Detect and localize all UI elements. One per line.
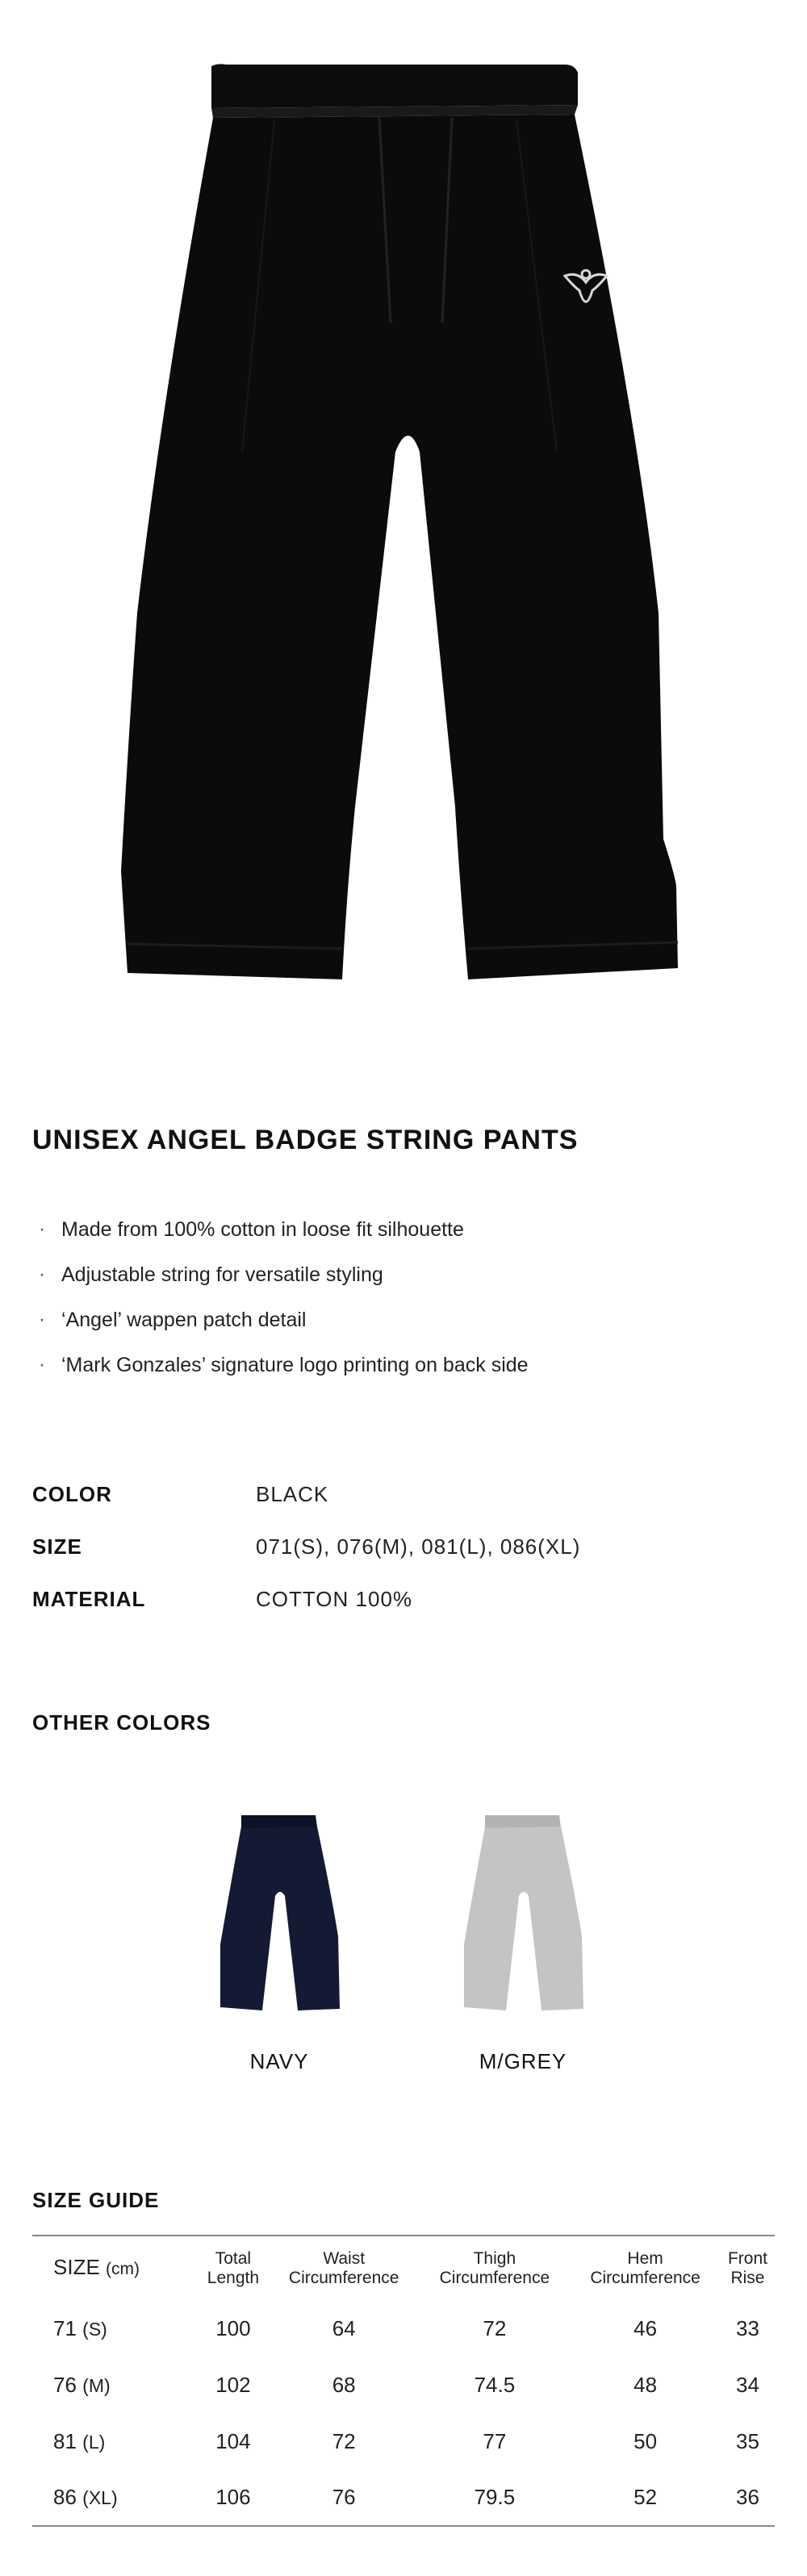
- bullet-icon: ·: [39, 1309, 45, 1330]
- spec-row-color: [32, 1468, 580, 1521]
- product-image: [0, 0, 807, 1049]
- spec-table: [32, 1468, 580, 1626]
- navy-pants-thumbnail: [211, 1799, 348, 2025]
- table-row: 86 (XL) 106 76 79.5 52 36: [53, 2485, 759, 2509]
- header-size: SIZE (cm): [53, 2255, 140, 2279]
- header-thigh: Thigh Circumference: [439, 2248, 550, 2287]
- header-waist: Waist Circumference: [288, 2248, 399, 2287]
- spec-value: BLACK: [256, 1482, 329, 1506]
- spec-label: COLOR: [32, 1482, 112, 1506]
- feature-list: [32, 1207, 529, 1388]
- size-guide-title: SIZE GUIDE: [32, 2188, 160, 2212]
- table-row: 71 (S) 100 64 72 46 33: [53, 2315, 759, 2340]
- feature-item: · Adjustable string for versatile styling: [32, 1252, 529, 1297]
- spec-row-material: [32, 1573, 580, 1626]
- table-row: 81 (L) 104 72 77 50 35: [53, 2428, 759, 2453]
- feature-item: · ‘Angel’ wappen patch detail: [32, 1297, 529, 1342]
- size-guide-table: [32, 2235, 775, 2527]
- other-color-navy[interactable]: [199, 1799, 360, 2025]
- bullet-icon: ·: [39, 1263, 45, 1285]
- table-row: 76 (M) 102 68 74.5 48 34: [53, 2372, 759, 2397]
- bullet-icon: ·: [39, 1354, 45, 1376]
- other-colors-title: OTHER COLORS: [32, 1710, 211, 1735]
- header-hem: Hem Circumference: [590, 2248, 700, 2287]
- bullet-icon: ·: [39, 1218, 45, 1240]
- spec-row-size: [32, 1521, 580, 1573]
- feature-item: · Made from 100% cotton in loose fit silhouette: [32, 1207, 529, 1252]
- other-color-label[interactable]: NAVY: [249, 2049, 309, 2073]
- header-front-rise: Front Rise: [727, 2248, 767, 2287]
- spec-value: COTTON 100%: [256, 1587, 413, 1611]
- spec-value: 071(S), 076(M), 081(L), 086(XL): [256, 1534, 581, 1559]
- product-title: UNISEX ANGEL BADGE STRING PANTS: [32, 1125, 579, 1155]
- header-total-length: Total Length: [207, 2248, 260, 2287]
- feature-item: · ‘Mark Gonzales’ signature logo printing on back side: [32, 1342, 529, 1388]
- table-header-row: [32, 2236, 775, 2300]
- grey-pants-thumbnail: [454, 1799, 592, 2025]
- black-pants-image: [0, 0, 807, 1049]
- other-color-label[interactable]: M/GREY: [479, 2049, 567, 2073]
- spec-label: SIZE: [32, 1534, 82, 1559]
- spec-label: MATERIAL: [32, 1587, 146, 1611]
- other-color-grey[interactable]: [442, 1799, 604, 2025]
